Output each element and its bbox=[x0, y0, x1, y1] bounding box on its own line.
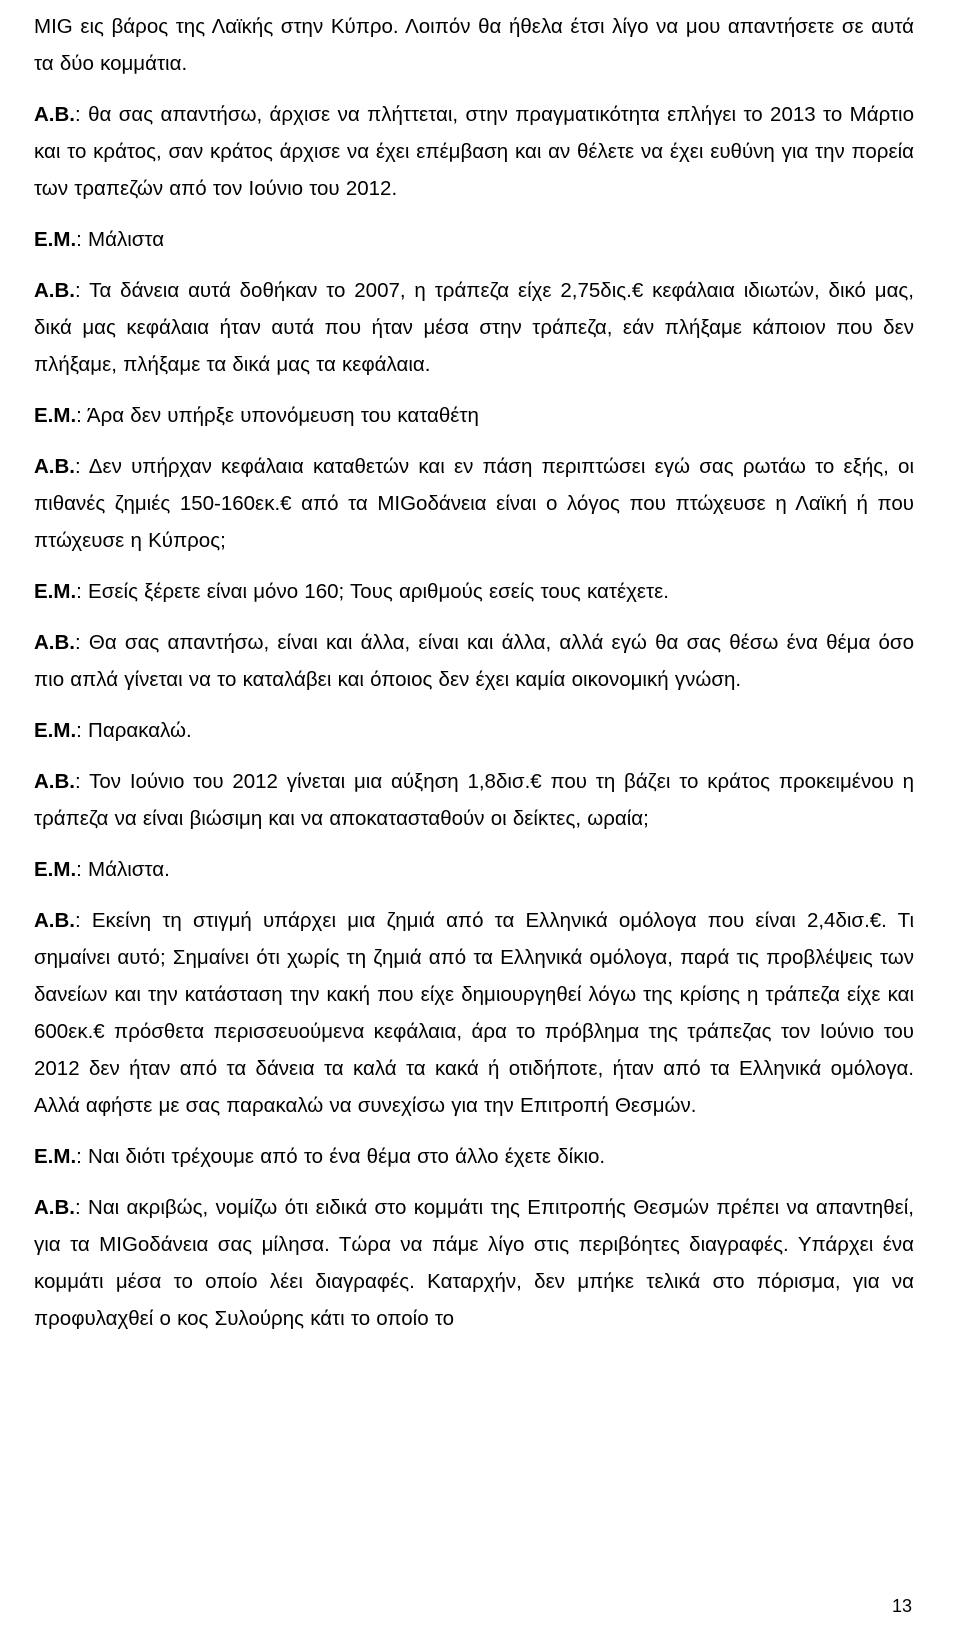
speaker-label: Ε.Μ. bbox=[34, 228, 77, 251]
paragraph-8 bbox=[34, 624, 914, 698]
speaker-label: Α.Β. bbox=[34, 631, 75, 654]
paragraph-3 bbox=[34, 221, 914, 258]
paragraph-text: : Μάλιστα bbox=[76, 228, 165, 251]
paragraph-2 bbox=[34, 96, 914, 207]
paragraph-text: : Παρακαλώ. bbox=[76, 719, 192, 742]
speaker-label: Ε.Μ. bbox=[34, 1145, 77, 1168]
paragraph-text: : Εκείνη τη στιγμή υπάρχει μια ζημιά από τα Ελληνικά ομόλογα που είναι 2,4δισ.€. Τι σημαίνει αυτό; Σημαίνει ότι χωρίς τη ζημιά από τα Ελληνικά ομόλογα, παρά τις προβλέψεις των δανείων και την κατάσταση την κακή που είχε δημιουργηθεί λόγω της κρίσης η τράπεζα είχε και 600εκ.€ πρόσθετα περισσευούμενα κεφάλαια, άρα το πρόβλημα της τράπεζας τον Ιούνιο του 2012 δεν ήταν από τα δάνεια τα καλά τα κακά ή οτιδήποτε, ήταν από τα Ελληνικά ομόλογα. Αλλά αφήστε με σας παρακαλώ να συνεχίσω για την Επιτροπή Θεσμών. bbox=[34, 909, 914, 1117]
paragraph-5 bbox=[34, 397, 914, 434]
paragraph-text: : Θα σας απαντήσω, είναι και άλλα, είναι και άλλα, αλλά εγώ θα σας θέσω ένα θέμα όσο πιο απλά γίνεται να το καταλάβει και όποιος δεν έχει καμία οικονομική γνώση. bbox=[34, 631, 914, 691]
paragraph-text: : Εσείς ξέρετε είναι μόνο 160; Τους αριθμούς εσείς τους κατέχετε. bbox=[76, 580, 669, 603]
paragraph-text: MIG εις βάρος της Λαϊκής στην Κύπρο. Λοιπόν θα ήθελα έτσι λίγο να μου απαντήσετε σε αυτά τα δύο κομμάτια. bbox=[34, 15, 914, 75]
paragraph-text: : Ναι ακριβώς, νομίζω ότι ειδικά στο κομμάτι της Επιτροπής Θεσμών πρέπει να απαντηθεί, για τα MIGοδάνεια σας μίλησα. Τώρα να πάμε λίγο στις περιβόητες διαγραφές. Υπάρχει ένα κομμάτι μέσα το οποίο λέει διαγραφές. Καταρχήν, δεν μπήκε τελικά στο πόρισμα, για να προφυλαχθεί ο κος Συλούρης κάτι το οποίο το bbox=[34, 1196, 914, 1330]
paragraph-text: : Άρα δεν υπήρξε υπονόμευση του καταθέτη bbox=[76, 404, 479, 427]
speaker-label: Α.Β. bbox=[34, 1196, 75, 1219]
paragraph-10 bbox=[34, 763, 914, 837]
paragraph-6 bbox=[34, 448, 914, 559]
speaker-label: Α.Β. bbox=[34, 770, 75, 793]
paragraph-text: : θα σας απαντήσω, άρχισε να πλήττεται, στην πραγματικότητα επλήγει το 2013 το Μάρτιο και το κράτος, σαν κράτος άρχισε να έχει επέμβαση και αν θέλετε να έχει ευθύνη για την πορεία των τραπεζών από τον Ιούνιο του 2012. bbox=[34, 103, 914, 200]
speaker-label: Ε.Μ. bbox=[34, 580, 77, 603]
speaker-label: Ε.Μ. bbox=[34, 719, 77, 742]
paragraph-9 bbox=[34, 712, 914, 749]
speaker-label: Α.Β. bbox=[34, 103, 75, 126]
speaker-label: Ε.Μ. bbox=[34, 404, 77, 427]
speaker-label: Α.Β. bbox=[34, 279, 75, 302]
paragraph-text: : Μάλιστα. bbox=[76, 858, 170, 881]
paragraph-11 bbox=[34, 851, 914, 888]
speaker-label: Α.Β. bbox=[34, 909, 75, 932]
paragraph-1 bbox=[34, 8, 914, 82]
paragraph-4 bbox=[34, 272, 914, 383]
paragraph-12 bbox=[34, 902, 914, 1124]
page-number: 13 bbox=[891, 1596, 912, 1616]
paragraph-7 bbox=[34, 573, 914, 610]
speaker-label: Α.Β. bbox=[34, 455, 75, 478]
paragraph-text: : Ναι διότι τρέχουμε από το ένα θέμα στο άλλο έχετε δίκιο. bbox=[76, 1145, 606, 1168]
paragraph-13 bbox=[34, 1138, 914, 1175]
paragraph-14 bbox=[34, 1189, 914, 1337]
speaker-label: Ε.Μ. bbox=[34, 858, 77, 881]
paragraph-text: : Δεν υπήρχαν κεφάλαια καταθετών και εν πάση περιπτώσει εγώ σας ρωτάω το εξής, οι πιθανές ζημιές 150-160εκ.€ από τα MIGοδάνεια είναι ο λόγος που πτώχευσε η Λαϊκή ή που πτώχευσε η Κύπρος; bbox=[34, 455, 914, 552]
paragraph-text: : Τον Ιούνιο του 2012 γίνεται μια αύξηση 1,8δισ.€ που τη βάζει το κράτος προκειμένου η τράπεζα να είναι βιώσιμη και να αποκατασταθούν οι δείκτες, ωραία; bbox=[34, 770, 914, 830]
paragraph-text: : Τα δάνεια αυτά δοθήκαν το 2007, η τράπεζα είχε 2,75δις.€ κεφάλαια ιδιωτών, δικό μας, δικά μας κεφάλαια ήταν αυτά που ήταν μέσα στην τράπεζα, εάν πλήξαμε κάποιον που δεν πλήξαμε, πλήξαμε τα δικά μας τα κεφάλαια. bbox=[34, 279, 914, 376]
